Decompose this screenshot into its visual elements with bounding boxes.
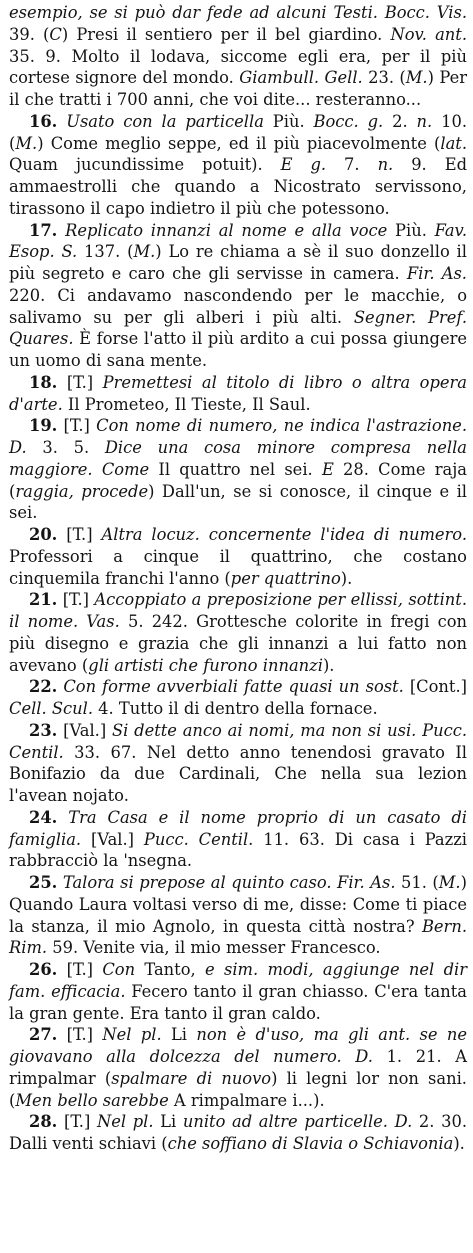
text-run: ) Quando Laura voltasi verso di me, disse: Come ti piace la stanza, il mio Agnolo, in questa città nostra?: [9, 873, 467, 936]
italic-text: Pucc. Centil.: [143, 829, 254, 849]
italic-text: E: [321, 459, 334, 479]
entry-number: 25.: [29, 873, 58, 892]
text-run: 3. 5.: [26, 438, 105, 457]
dictionary-entry-paragraph: [9, 589, 467, 676]
text-run: Tanto,: [135, 960, 206, 979]
text-run: 51. (: [395, 873, 439, 892]
entry-number: 21.: [29, 590, 58, 610]
italic-text: Fir. As.: [406, 264, 467, 283]
text-run: [T.]: [57, 960, 103, 979]
dictionary-entry-paragraph: [9, 676, 467, 720]
text-run: 28. Come raja (: [9, 459, 467, 501]
text-run: ) Dall'un, se si conosce, il cinque e il sei.: [9, 481, 467, 523]
entry-number: 27.: [29, 1025, 58, 1045]
dictionary-entry-paragraph: [9, 872, 467, 959]
italic-text: Tra Casa e il nome proprio di un casato di famiglia.: [9, 807, 467, 849]
text-run: 59. Venite via, il mio messer Francesco.: [47, 938, 381, 958]
italic-text: lat.: [440, 133, 467, 153]
italic-text: n.: [377, 155, 394, 175]
italic-text: spalmare di nuovo: [111, 1068, 272, 1088]
text-run: Il Prometeo, Il Tieste, Il Saul.: [62, 394, 311, 414]
dictionary-entry-paragraph: [9, 807, 467, 872]
italic-text: Fav. Esop. S.: [9, 220, 467, 262]
text-run: [Val.]: [81, 829, 144, 849]
text-run: Li: [153, 1112, 183, 1132]
italic-text: M.: [15, 133, 38, 153]
italic-text: Nel pl.: [102, 1025, 162, 1045]
text-run: 11. 63. Di casa i Pazzi rabbracciò la 'nsegna.: [9, 829, 467, 871]
italic-text: Nel pl.: [96, 1112, 154, 1132]
entry-number: 16.: [29, 111, 58, 131]
text-run: 33. 67. Nel detto anno tenendosi gravato Il Bonifazio da due Cardinali, Che nella sua lezion l'avean nojato.: [9, 742, 467, 805]
text-run: [T.]: [57, 1112, 97, 1132]
italic-text: C: [49, 24, 62, 44]
text-run: [T.]: [57, 525, 102, 544]
text-run: Più.: [263, 111, 314, 131]
entry-number: 26.: [29, 960, 58, 979]
dictionary-entry-paragraph: [9, 1024, 467, 1111]
italic-text: Talora si prepose al quinto caso. Fir. As.: [62, 873, 396, 892]
text-run: 39. (: [9, 24, 50, 44]
text-run: Fecero tanto il gran chiasso. C'era tanta la gran gente. Era tanto il gran caldo.: [9, 981, 467, 1023]
italic-text: Con: [102, 960, 136, 979]
italic-text: n.: [416, 111, 433, 131]
italic-text: Si dette anco ai nomi, ma non si usi. Pucc. Centil.: [9, 720, 467, 762]
text-run: ).: [322, 655, 335, 675]
italic-text: Bocc. g.: [313, 111, 384, 131]
italic-text: M.: [133, 242, 156, 262]
text-run: 137. (: [77, 242, 134, 262]
italic-text: unito ad altre particelle. D.: [182, 1112, 413, 1132]
entry-number: 22.: [29, 677, 58, 697]
text-run: Il quattro nel sei.: [149, 459, 322, 479]
text-run: [T.]: [57, 416, 97, 436]
italic-text: e sim. modi, aggiunge nel dir fam. efficacia.: [9, 960, 467, 1001]
text-run: [57, 808, 68, 827]
entry-number: 20.: [29, 525, 58, 544]
text-run: ).: [453, 1134, 465, 1153]
text-run: 23. (: [362, 68, 406, 88]
italic-text: Men bello sarebbe: [15, 1090, 169, 1110]
italic-text: raggia, procede: [15, 481, 149, 501]
italic-text: Bern. Rim.: [9, 916, 467, 958]
italic-text: Replicato innanzi al nome e alla voce: [65, 220, 388, 240]
text-run: 1. 21. A rimpalmar (: [9, 1047, 467, 1088]
dictionary-entry-paragraph: [9, 111, 467, 220]
italic-text: Accoppiato a preposizione per ellissi, sottint. il nome. Vas.: [9, 590, 467, 631]
entry-number: 28.: [29, 1112, 58, 1132]
dictionary-entry-paragraph: [9, 524, 467, 589]
text-run: ) Presi il sentiero per il bel giardino.: [61, 24, 391, 44]
text-run: [T.]: [57, 372, 103, 392]
text-run: [Val.]: [57, 720, 112, 740]
dictionary-entry-paragraph: [9, 720, 467, 807]
text-run: [T.]: [57, 1025, 103, 1045]
italic-text: Con nome di numero, ne indica l'astrazione. D.: [9, 416, 467, 457]
italic-text: M.: [438, 873, 461, 892]
entry-number: 17.: [29, 220, 58, 240]
italic-text: Premettesi al titolo di libro o altra opera d'arte.: [9, 372, 467, 414]
text-run: [T.]: [57, 590, 95, 610]
text-run: 2.: [383, 111, 417, 131]
italic-text: per quattrino: [230, 568, 341, 588]
text-run: ) Per il che tratti i 700 anni, che voi dite... resteranno...: [9, 68, 467, 109]
text-run: [57, 221, 65, 240]
dictionary-entry-paragraph: [9, 372, 467, 416]
text-run: 35. 9. Molto il lodava, siccome egli era, per il più cortese signore del mondo.: [9, 46, 467, 88]
text-run: 2. 30. Dalli venti schiavi (: [9, 1112, 468, 1153]
italic-text: Usato con la particella: [66, 111, 264, 131]
text-run: ).: [340, 568, 353, 588]
italic-text: Segner. Pref. Quares.: [9, 307, 467, 349]
italic-text: E g.: [280, 155, 327, 175]
text-run: 9. Ed ammaestrolli che quando a Nicostrato servissono, tirassono il capo indietro il più che potessono.: [9, 155, 467, 218]
text-run: 7.: [326, 155, 378, 175]
italic-text: non è d'uso, ma gli ant. se ne giovavano alla dolcezza del numero. D.: [9, 1025, 467, 1066]
italic-text: Giambull. Gell.: [239, 68, 363, 88]
text-run: ) li legni lor non sani. (: [9, 1068, 467, 1110]
text-run: ) Come meglio seppe, ed il più piacevolmente (: [37, 133, 441, 153]
entry-number: 18.: [29, 372, 58, 392]
dictionary-entry-paragraph: [9, 1111, 467, 1155]
italic-text: Con forme avverbiali fatte quasi un sost.: [63, 677, 404, 697]
text-run: 10. (: [9, 111, 467, 153]
italic-text: esempio, se si può dar fede ad alcuni Testi. Bocc. Vis.: [9, 3, 467, 22]
text-run: Più.: [387, 220, 435, 240]
italic-text: Altra locuz. concernente l'idea di numero.: [101, 525, 467, 544]
italic-text: gli artisti che furono innanzi: [88, 655, 323, 675]
text-run: 220. Ci andavamo nascondendo per le macchie, o salivamo su per gli alberi i più alti.: [9, 285, 467, 327]
italic-text: che soffiano di Slavia o Schiavonia: [167, 1134, 454, 1153]
text-run: ) Lo re chiama a sè il suo donzello il più segreto e caro che gli servisse in camera.: [9, 242, 467, 283]
text-run: [Cont.]: [403, 677, 467, 697]
italic-text: Cell. Scul.: [9, 699, 93, 718]
dictionary-entry-paragraph: [9, 2, 467, 111]
text-run: È forse l'atto il più ardito a cui possa giungere un uomo di sana mente.: [9, 329, 467, 370]
text-run: 4. Tutto il di dentro della fornace.: [93, 699, 378, 718]
text-run: Professori a cinque il quattrino, che costano cinquemila franchi l'anno (: [9, 546, 467, 588]
text-run: A rimpalmare i...).: [168, 1090, 325, 1110]
entry-number: 19.: [29, 416, 58, 436]
text-run: 5. 242. Grottesche colorite in fregi con più disegno e grazia che gli innanzi a lui fatto non avevano (: [9, 612, 467, 675]
italic-text: M.: [405, 68, 428, 88]
dictionary-entry-paragraph: [9, 415, 467, 524]
text-run: Li: [161, 1025, 197, 1045]
dictionary-entry-paragraph: [9, 959, 467, 1024]
italic-text: Dice una cosa minore compresa nella maggiore. Come: [9, 438, 467, 479]
text-run: [57, 112, 66, 131]
dictionary-entry-paragraph: [9, 220, 467, 372]
entry-number: 23.: [29, 720, 58, 740]
italic-text: Nov. ant.: [390, 24, 467, 44]
text-run: Quam jucundissime potuit).: [9, 155, 281, 175]
entry-number: 24.: [29, 807, 58, 827]
